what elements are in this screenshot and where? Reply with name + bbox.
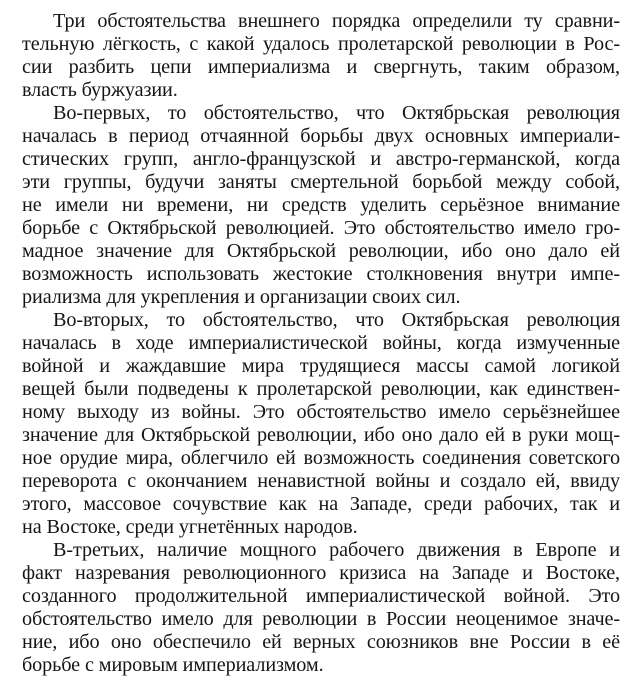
text-line: началась в период отчаянной борьбы двух основных империали- (22, 125, 620, 147)
text-line: тельную лёгкость, с какой удалось пролетарской революции в Рос- (22, 33, 620, 55)
text-line: стических групп, англо-французской и австро-германской, когда (22, 148, 620, 170)
text-line: сии разбить цепи империализма и свергнуть, таким образом, (22, 56, 620, 78)
paragraph-third (22, 539, 620, 677)
text-line: борьбе с мировым империализмом. (22, 654, 324, 676)
paragraph-intro (22, 10, 620, 102)
text-line: не имели ни времени, ни средств уделить серьёзное внимание (22, 194, 620, 216)
text-line: власть буржуазии. (22, 79, 178, 101)
text-line: вещей были подведены к пролетарской революции, как единствен- (22, 378, 620, 400)
text-line: ному выходу из войны. Это обстоятельство имело серьёзнейшее (22, 401, 620, 423)
paragraph-second (22, 309, 620, 539)
text-line: В-третьих, наличие мощного рабочего движения в Европе и (53, 539, 620, 561)
text-line: возможность использовать жестокие столкновения внутри импе- (22, 263, 620, 285)
text-line: войной и жаждавшие мира трудящиеся массы самой логикой (22, 355, 620, 377)
paragraph-first (22, 102, 620, 309)
text-line: Три обстоятельства внешнего порядка определили ту сравни- (53, 10, 620, 32)
text-line: переворота с окончанием ненавистной войны и создало ей, ввиду (22, 470, 620, 492)
text-line: Во-вторых, то обстоятельство, что Октябрьская революция (53, 309, 620, 331)
text-line: эти группы, будучи заняты смертельной борьбой между собой, (22, 171, 620, 193)
text-line: созданного продолжительной империалистической войной. Это (22, 585, 620, 607)
document-page (22, 10, 620, 677)
text-line: ние, ибо оно обеспечило ей верных союзников вне России в её (22, 631, 620, 653)
text-line: обстоятельство имело для революции в России неоценимое значе- (22, 608, 620, 630)
text-line: борьбе с Октябрьской революцией. Это обстоятельство имело гро- (22, 217, 620, 239)
text-line: ное орудие мира, облегчило ей возможность соединения советского (22, 447, 620, 469)
text-line: Во-первых, то обстоятельство, что Октябрьская революция (53, 102, 620, 124)
text-line: мадное значение для Октябрьской революции, ибо оно дало ей (22, 240, 620, 262)
text-line: на Востоке, среди угнетённых народов. (22, 516, 358, 538)
text-line: этого, массовое сочувствие как на Западе, среди рабочих, так и (22, 493, 620, 515)
text-line: риализма для укрепления и организации своих сил. (22, 286, 461, 308)
text-line: значение для Октябрьской революции, ибо оно дало ей в руки мощ- (22, 424, 620, 446)
text-line: началась в ходе империалистической войны, когда измученные (22, 332, 620, 354)
text-line: факт назревания революционного кризиса на Западе и Востоке, (22, 562, 620, 584)
